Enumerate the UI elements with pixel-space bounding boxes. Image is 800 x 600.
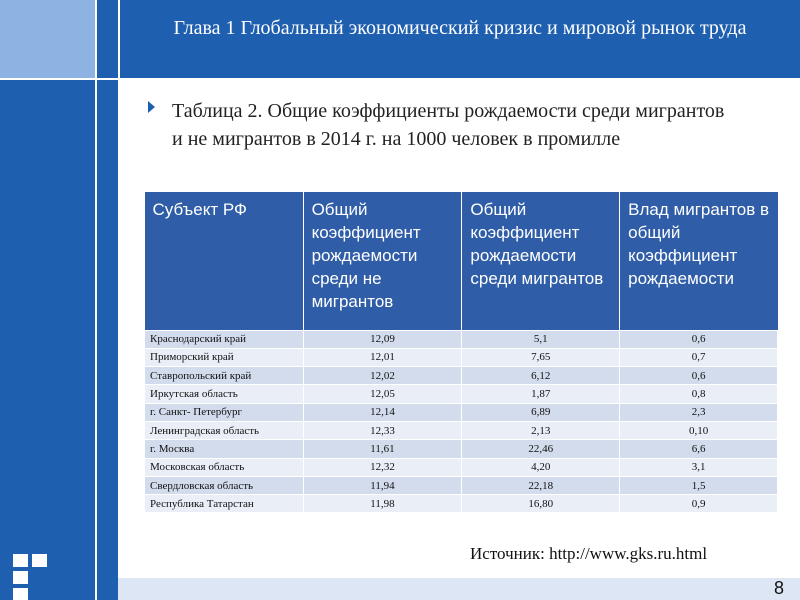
region-cell: Московская область	[145, 458, 304, 476]
migrant-contribution-cell: 0,8	[620, 385, 778, 403]
migrant-contribution-cell: 0,9	[620, 495, 778, 513]
non-migrant-rate-cell: 12,01	[303, 348, 462, 366]
region-cell: Ставропольский край	[145, 367, 304, 385]
sidebar-horizontal-line	[0, 78, 118, 80]
region-cell: г. Санкт- Петербург	[145, 403, 304, 421]
non-migrant-rate-cell: 12,14	[303, 403, 462, 421]
region-cell: Краснодарский край	[145, 330, 304, 348]
left-sidebar-decoration	[0, 0, 118, 600]
region-cell: Приморский край	[145, 348, 304, 366]
non-migrant-rate-cell: 12,02	[303, 367, 462, 385]
migrant-contribution-cell: 2,3	[620, 403, 778, 421]
page-number: 8	[773, 578, 784, 598]
migrant-contribution-cell: 0,10	[620, 421, 778, 439]
column-header: Субъект РФ	[145, 192, 304, 330]
sidebar-divider-line	[95, 0, 97, 600]
non-migrant-rate-cell: 11,94	[303, 476, 462, 494]
migrant-contribution-cell: 1,5	[620, 476, 778, 494]
non-migrant-rate-cell: 12,32	[303, 458, 462, 476]
column-header: Общий коэффициент рождаемости среди мигрантов	[462, 192, 620, 330]
non-migrant-rate-cell: 11,61	[303, 440, 462, 458]
migrant-rate-cell: 7,65	[462, 348, 620, 366]
bullet-arrow-icon	[148, 101, 155, 113]
migrant-contribution-cell: 3,1	[620, 458, 778, 476]
decor-square	[32, 554, 47, 567]
table-row	[145, 495, 778, 513]
region-cell: Иркутская область	[145, 385, 304, 403]
migrant-rate-cell: 1,87	[462, 385, 620, 403]
table-row	[145, 403, 778, 421]
migrant-rate-cell: 6,12	[462, 367, 620, 385]
migrant-rate-cell: 4,20	[462, 458, 620, 476]
region-cell: Республика Татарстан	[145, 495, 304, 513]
region-cell: г. Москва	[145, 440, 304, 458]
decor-square	[13, 588, 28, 600]
column-header: Общий коэффициент рождаемости среди не мигрантов	[303, 192, 462, 330]
non-migrant-rate-cell: 11,98	[303, 495, 462, 513]
decor-square	[13, 554, 28, 567]
table-row	[145, 367, 778, 385]
table-row	[145, 385, 778, 403]
table-row	[145, 476, 778, 494]
table-row	[145, 330, 778, 348]
slide-title: Глава 1 Глобальный экономический кризис и мировой рынок труда	[173, 17, 747, 39]
decor-square	[13, 571, 28, 584]
migrant-rate-cell: 22,18	[462, 476, 620, 494]
non-migrant-rate-cell: 12,09	[303, 330, 462, 348]
migrant-contribution-cell: 0,6	[620, 367, 778, 385]
footer-bar	[118, 578, 800, 600]
migrant-rate-cell: 2,13	[462, 421, 620, 439]
migrant-contribution-cell: 6,6	[620, 440, 778, 458]
column-header: Влад мигрантов в общий коэффициент рождаемости	[620, 192, 778, 330]
migrant-rate-cell: 16,80	[462, 495, 620, 513]
region-cell: Ленинградская область	[145, 421, 304, 439]
region-cell: Свердловская область	[145, 476, 304, 494]
migrant-contribution-cell: 0,6	[620, 330, 778, 348]
non-migrant-rate-cell: 12,33	[303, 421, 462, 439]
table-caption: Таблица 2. Общие коэффициенты рождаемости среди мигрантов и не мигрантов в 2014 г. на 1000 человек в промилле	[172, 100, 725, 150]
birth-rate-table	[144, 192, 778, 513]
table-row	[145, 458, 778, 476]
non-migrant-rate-cell: 12,05	[303, 385, 462, 403]
migrant-rate-cell: 6,89	[462, 403, 620, 421]
migrant-rate-cell: 22,46	[462, 440, 620, 458]
table-row	[145, 440, 778, 458]
table-row	[145, 421, 778, 439]
migrant-contribution-cell: 0,7	[620, 348, 778, 366]
migrant-rate-cell: 5,1	[462, 330, 620, 348]
table-header-row	[145, 192, 778, 330]
table-row	[145, 348, 778, 366]
source-note: Источник: http://www.gks.ru.html	[470, 544, 708, 563]
sidebar-light-block	[0, 0, 95, 78]
